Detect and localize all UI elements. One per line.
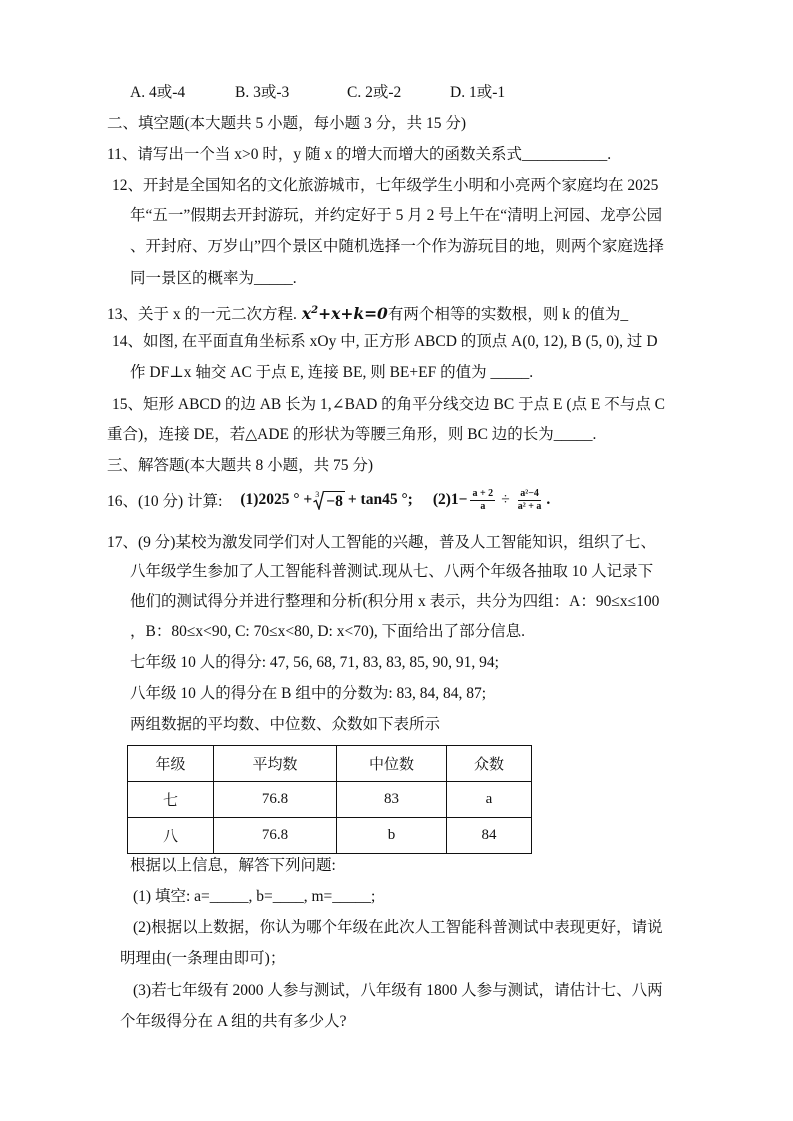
statistics-table: [127, 745, 532, 854]
table-header-row: [128, 746, 532, 782]
equation-exponent: 2: [311, 305, 319, 316]
question-12-line: 年“五一”假期去开封游玩，并约定好于 5 月 2 号上午在“清明上河园、龙亭公园: [130, 207, 663, 224]
sub-question-3: (3)若七年级有 2000 人参与测试，八年级有 1800 人参与测试，请估计七、八两: [133, 982, 663, 999]
table-cell: 83: [337, 782, 447, 818]
question-17-line: 17、(9 分)某校为激发同学们对人工智能的兴趣，普及人工智能知识，组织了七、: [107, 534, 656, 551]
q10-option-a: A. 4或-4: [130, 84, 186, 101]
fraction-1: [470, 488, 495, 513]
question-16-part-1: [240, 490, 412, 510]
question-12-line: 、开封府、万岁山”四个景区中随机选择一个作为游玩目的地，则两个家庭选择: [130, 238, 664, 255]
part-2-lead: (2)1−: [432, 491, 468, 508]
radical-sign-icon: [313, 490, 324, 510]
radicand: −8: [326, 493, 343, 510]
sub-question-2-continued: 明理由(一条理由即可)；: [120, 950, 286, 967]
question-13-prefix: 13、关于 x 的一元二次方程.: [107, 306, 297, 323]
answer-prompt: 根据以上信息，解答下列问题:: [130, 857, 336, 874]
section-3-title: 三、解答题(本大题共 8 小题，共 75 分): [107, 457, 374, 474]
question-17-line: ，B：80≤x<90, C: 70≤x<80, D: x<70), 下面给出了部分信息.: [130, 623, 526, 640]
question-13-suffix: 有两个相等的实数根，则 k 的值为_: [387, 306, 629, 323]
division-sign: ÷: [501, 491, 510, 508]
fraction-2-denominator: a² + a: [517, 500, 542, 512]
table-cell: b: [337, 818, 447, 854]
fraction-1-denominator: a: [480, 500, 486, 512]
question-12-line: 12、开封是全国知名的文化旅游城市，七年级学生小明和小亮两个家庭均在 2025: [112, 177, 659, 194]
part-1-tail: + tan45 °;: [347, 491, 413, 508]
header-mean: 平均数: [214, 746, 337, 782]
table-cell: 八: [128, 818, 214, 854]
q10-option-d: D. 1或-1: [450, 84, 506, 101]
section-2-title: 二、填空题(本大题共 5 小题，每小题 3 分，共 15 分): [107, 115, 467, 132]
question-15-line: 重合)，连接 DE，若△ADE 的形状为等腰三角形，则 BC 边的长为_____.: [107, 426, 597, 443]
question-12-line: 同一景区的概率为_____.: [130, 270, 297, 287]
question-14-line: 14、如图, 在平面直角坐标系 xOy 中, 正方形 ABCD 的顶点 A(0, 12), B (5, 0), 过 D: [112, 333, 658, 350]
table-cell: 76.8: [214, 782, 337, 818]
question-16-line: [107, 486, 550, 514]
grade-8-group-b-scores: 八年级 10 人的得分在 B 组中的分数为: 83, 84, 84, 87;: [130, 685, 487, 702]
fraction-2-numerator: a²−4: [520, 487, 539, 499]
root-index: 3: [315, 490, 320, 499]
grade-7-scores: 七年级 10 人的得分: 47, 56, 68, 71, 83, 83, 85, 90, 91, 94;: [130, 654, 499, 671]
table-row: [128, 782, 532, 818]
sub-question-3-continued: 个年级得分在 A 组的共有多少人?: [120, 1013, 347, 1030]
part-1-lead: (1)2025 ° +: [240, 491, 313, 508]
table-cell: a: [447, 782, 532, 818]
header-grade: 年级: [128, 746, 214, 782]
question-15-line: 15、矩形 ABCD 的边 AB 长为 1,∠BAD 的角平分线交边 BC 于点 E (点 E 不与点 C: [112, 396, 665, 413]
fraction-2: [516, 488, 544, 513]
header-mode: 众数: [447, 746, 532, 782]
header-median: 中位数: [337, 746, 447, 782]
question-17-line: 八年级学生参加了人工智能科普测试.现从七、八两个年级各抽取 10 人记录下: [130, 563, 654, 580]
question-17-line: 他们的测试得分并进行整理和分析(积分用 x 表示，共分为四组：A：90≤x≤100: [130, 593, 660, 610]
sub-question-1: (1) 填空: a=_____, b=____, m=_____;: [133, 888, 376, 905]
q10-option-b: B. 3或-3: [235, 84, 290, 101]
question-16-prefix: 16、(10 分) 计算:: [107, 493, 223, 510]
equation-base: x: [301, 304, 312, 323]
table-cell: 84: [447, 818, 532, 854]
table-intro: 两组数据的平均数、中位数、众数如下表所示: [130, 716, 441, 733]
question-14-line: 作 DF⊥x 轴交 AC 于点 E, 连接 BE, 则 BE+EF 的值为 _____.: [130, 364, 534, 381]
question-13-line: [107, 301, 628, 325]
sub-question-2: (2)根据以上数据，你认为哪个年级在此次人工智能科普测试中表现更好，请说: [133, 919, 663, 936]
table-cell: 七: [128, 782, 214, 818]
fraction-1-numerator: a + 2: [472, 487, 494, 499]
question-13-equation: [302, 304, 388, 323]
q10-option-c: C. 2或-2: [347, 84, 402, 101]
table-cell: 76.8: [214, 818, 337, 854]
question-11-line: 11、请写出一个当 x>0 时，y 随 x 的增大而增大的函数关系式___________.: [107, 146, 612, 163]
table-row: [128, 818, 532, 854]
cube-root: [315, 490, 345, 510]
equation-rest: +x+k=0: [318, 304, 388, 323]
part-2-end: .: [546, 491, 551, 508]
question-16-part-2: [433, 488, 550, 513]
